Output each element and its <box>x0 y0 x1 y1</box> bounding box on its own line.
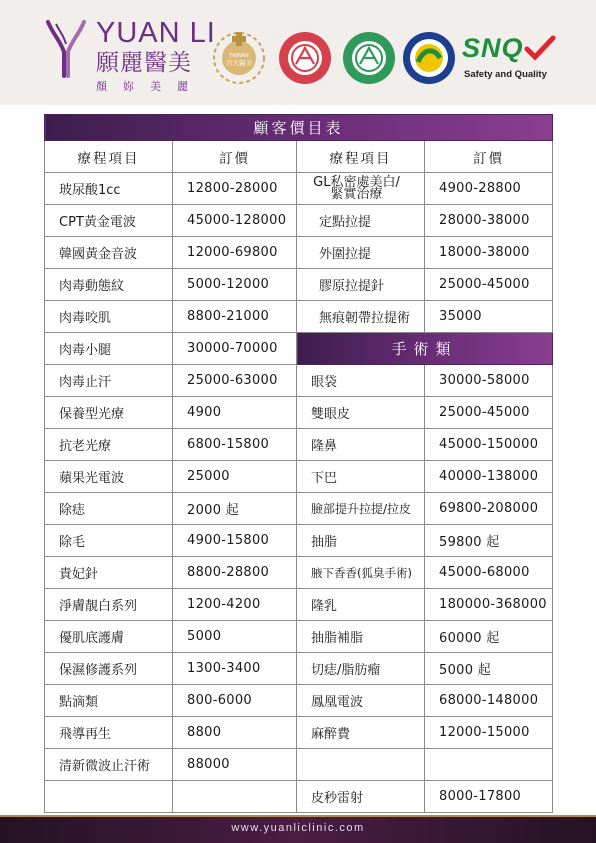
website-url: www.yuanliclinic.com <box>231 822 365 834</box>
surgery-price: 25000-45000 <box>425 397 553 429</box>
surgery-price <box>425 749 553 781</box>
red-certification-seal-icon <box>276 28 334 86</box>
surgery-price: 5000 起 <box>425 653 553 685</box>
treatment-name: 保濕修護系列 <box>45 653 173 685</box>
treatment-name: 肉毒動態紋 <box>45 269 173 301</box>
surgery-name: 臉部提升拉提/拉皮 <box>297 493 425 525</box>
surgery-name: 皮秒雷射 <box>297 781 425 813</box>
treatment-price: 1300-3400 <box>173 653 297 685</box>
treatment-name: 淨膚靚白系列 <box>45 589 173 621</box>
treatment-name: 保養型光療 <box>45 397 173 429</box>
treatment-name: 玻尿酸1cc <box>45 173 173 205</box>
surgery-price: 60000 起 <box>425 621 553 653</box>
national-quality-seal-icon <box>400 28 458 86</box>
surgery-price: 40000-138000 <box>425 461 553 493</box>
surgery-price: 12000-15000 <box>425 717 553 749</box>
treatment-name: 點滴類 <box>45 685 173 717</box>
snq-tagline: Safety and Quality <box>464 69 547 80</box>
column-header-item: 療程項目 <box>297 141 425 173</box>
treatment-price: 800-6000 <box>173 685 297 717</box>
treatment-name: 定點拉提 <box>297 205 425 237</box>
treatment-price: 1200-4200 <box>173 589 297 621</box>
treatment-price: 2000 起 <box>173 493 297 525</box>
treatment-price: 12800-28000 <box>173 173 297 205</box>
treatment-name: 韓國黃金音波 <box>45 237 173 269</box>
surgery-name: 麻醉費 <box>297 717 425 749</box>
surgery-price: 8000-17800 <box>425 781 553 813</box>
treatment-price: 30000-70000 <box>173 333 297 365</box>
treatment-name: 外圍拉提 <box>297 237 425 269</box>
column-header-price: 訂價 <box>425 141 553 173</box>
treatment-name: 肉毒小腿 <box>45 333 173 365</box>
treatment-price: 5000 <box>173 621 297 653</box>
section-header-surgery: 手術類 <box>297 333 553 365</box>
treatment-price: 4900 <box>173 397 297 429</box>
column-header-item: 療程項目 <box>45 141 173 173</box>
surgery-price: 180000-368000 <box>425 589 553 621</box>
treatment-price: 45000-128000 <box>173 205 297 237</box>
surgery-name: 鳳凰電波 <box>297 685 425 717</box>
surgery-name: 隆鼻 <box>297 429 425 461</box>
treatment-name: 膠原拉提針 <box>297 269 425 301</box>
treatment-name: 飛導再生 <box>45 717 173 749</box>
treatment-name: 肉毒止汗 <box>45 365 173 397</box>
yuanli-logo-icon <box>44 18 88 80</box>
treatment-price: 28000-38000 <box>425 205 553 237</box>
brand-tagline: 顏妳美麗 <box>96 80 204 93</box>
surgery-name: 隆乳 <box>297 589 425 621</box>
treatment-name: 除痣 <box>45 493 173 525</box>
surgery-name: 抽脂補脂 <box>297 621 425 653</box>
gold-laurel-award-icon <box>210 28 268 86</box>
treatment-name: 清新微波止汗術 <box>45 749 173 781</box>
treatment-name: CPT黃金電波 <box>45 205 173 237</box>
surgery-price: 45000-150000 <box>425 429 553 461</box>
surgery-price: 68000-148000 <box>425 685 553 717</box>
checkmark-icon <box>524 35 556 63</box>
svg-text:百大醫美: 百大醫美 <box>226 59 252 67</box>
surgery-name: 眼袋 <box>297 365 425 397</box>
column-header-price: 訂價 <box>173 141 297 173</box>
surgery-name: 雙眼皮 <box>297 397 425 429</box>
snq-logo-text: SNQ <box>462 33 524 63</box>
treatment-price: 35000 <box>425 301 553 333</box>
treatment-name <box>45 781 173 813</box>
treatment-name: 除毛 <box>45 525 173 557</box>
treatment-price: 4900-28800 <box>425 173 553 205</box>
treatment-price: 6800-15800 <box>173 429 297 461</box>
treatment-name: 貴妃針 <box>45 557 173 589</box>
surgery-name: 下巴 <box>297 461 425 493</box>
table-title: 顧客價目表 <box>45 115 553 141</box>
treatment-price: 25000-45000 <box>425 269 553 301</box>
brand-name-en: YUAN LI <box>96 17 216 49</box>
surgery-name <box>297 749 425 781</box>
treatment-price: 8800 <box>173 717 297 749</box>
snq-logo <box>462 33 562 85</box>
treatment-price: 18000-38000 <box>425 237 553 269</box>
treatment-price: 8800-21000 <box>173 301 297 333</box>
treatment-name: 優肌底護膚 <box>45 621 173 653</box>
treatment-price <box>173 781 297 813</box>
price-table <box>44 114 553 813</box>
surgery-price: 45000-68000 <box>425 557 553 589</box>
treatment-price: 25000-63000 <box>173 365 297 397</box>
treatment-price: 88000 <box>173 749 297 781</box>
surgery-name: 腋下香香(狐臭手術) <box>297 557 425 589</box>
header <box>0 0 596 105</box>
treatment-name: 蘋果光電波 <box>45 461 173 493</box>
surgery-price: 59800 起 <box>425 525 553 557</box>
surgery-price: 30000-58000 <box>425 365 553 397</box>
svg-text:TAIWAN: TAIWAN <box>229 53 249 59</box>
treatment-name: GL私密處美白/緊實治療 <box>297 173 425 205</box>
treatment-price: 8800-28800 <box>173 557 297 589</box>
treatment-price: 12000-69800 <box>173 237 297 269</box>
treatment-price: 5000-12000 <box>173 269 297 301</box>
green-certification-seal-icon <box>340 28 398 86</box>
surgery-price: 69800-208000 <box>425 493 553 525</box>
treatment-price: 4900-15800 <box>173 525 297 557</box>
surgery-name: 切痣/脂肪瘤 <box>297 653 425 685</box>
treatment-name: 抗老光療 <box>45 429 173 461</box>
surgery-name: 抽脂 <box>297 525 425 557</box>
treatment-name: 無痕韌帶拉提術 <box>297 301 425 333</box>
treatment-name: 肉毒咬肌 <box>45 301 173 333</box>
treatment-price: 25000 <box>173 461 297 493</box>
brand-name-zh: 願麗醫美 <box>96 50 192 76</box>
